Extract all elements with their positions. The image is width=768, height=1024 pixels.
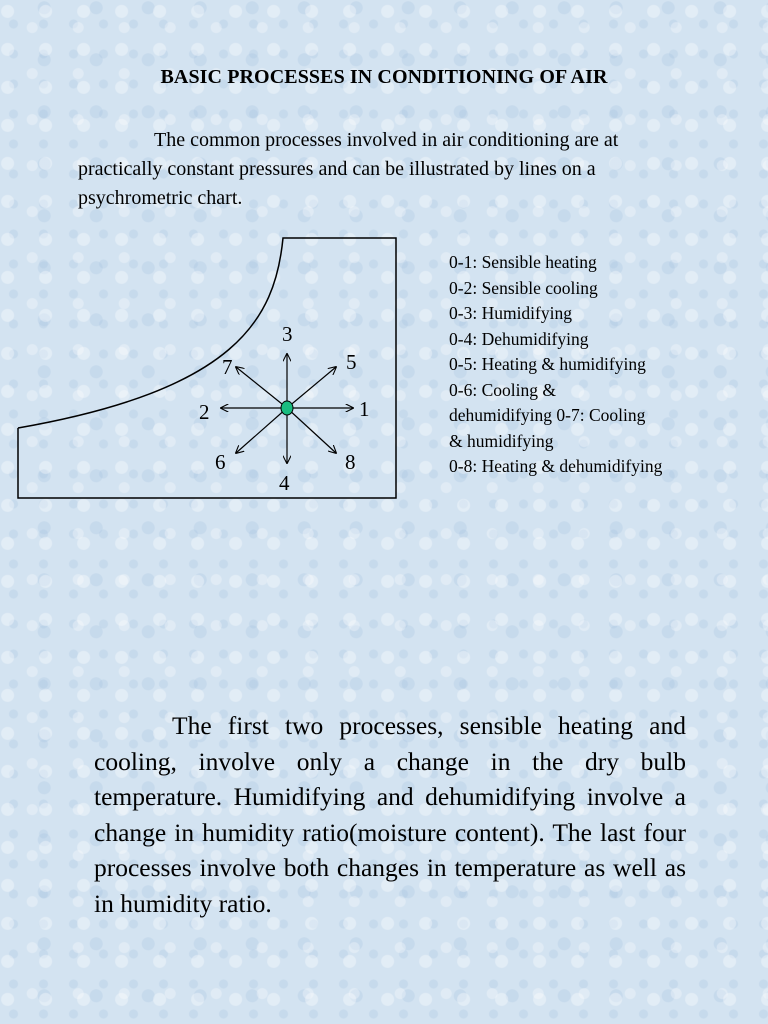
chart-outline [18, 238, 396, 498]
legend-item: 0-3: Humidifying [449, 303, 572, 323]
legend-item: 0-5: Heating & humidifying [449, 354, 646, 374]
legend-item: & humidifying [449, 430, 554, 451]
arrow-0-5 [287, 367, 336, 408]
process-legend [449, 250, 721, 480]
arrow-0-8 [287, 408, 336, 453]
intro-text: The common processes involved in air conditioning are at practically constant pressures and can be illustrated by lines on a psychrometric chart. [78, 129, 619, 209]
legend-item: 0-4: Dehumidifying [449, 328, 589, 349]
page-title: BASIC PROCESSES IN CONDITIONING OF AIR [160, 66, 608, 88]
intro-paragraph [78, 126, 678, 213]
state-point-0 [281, 401, 293, 415]
legend-item: 0-2: Sensible cooling [449, 277, 598, 298]
legend-item: 0-6: Cooling & [449, 379, 556, 400]
label-2: 2 [199, 400, 210, 424]
legend-item: dehumidifying 0-7: Cooling [449, 405, 646, 425]
label-4: 4 [279, 471, 290, 495]
psychrometric-diagram [0, 225, 440, 515]
legend-item: 0-8: Heating & dehumidifying [449, 456, 663, 476]
label-6: 6 [215, 450, 226, 474]
label-1: 1 [359, 397, 370, 421]
arrow-0-6 [236, 408, 287, 453]
label-5: 5 [346, 350, 357, 374]
explanation-paragraph [94, 708, 686, 921]
legend-item: 0-1: Sensible heating [449, 252, 597, 272]
explanation-text: The first two processes, sensible heating and cooling, involve only a change in the dry bulb temperature. Humidifying and dehumidifying involve a change in humidity ratio(moisture content). The last four processes involve both changes in temperature as well as in humidity ratio. [94, 711, 686, 918]
label-8: 8 [345, 450, 356, 474]
label-7: 7 [222, 355, 233, 379]
label-3: 3 [282, 322, 293, 346]
arrow-0-7 [236, 367, 287, 408]
